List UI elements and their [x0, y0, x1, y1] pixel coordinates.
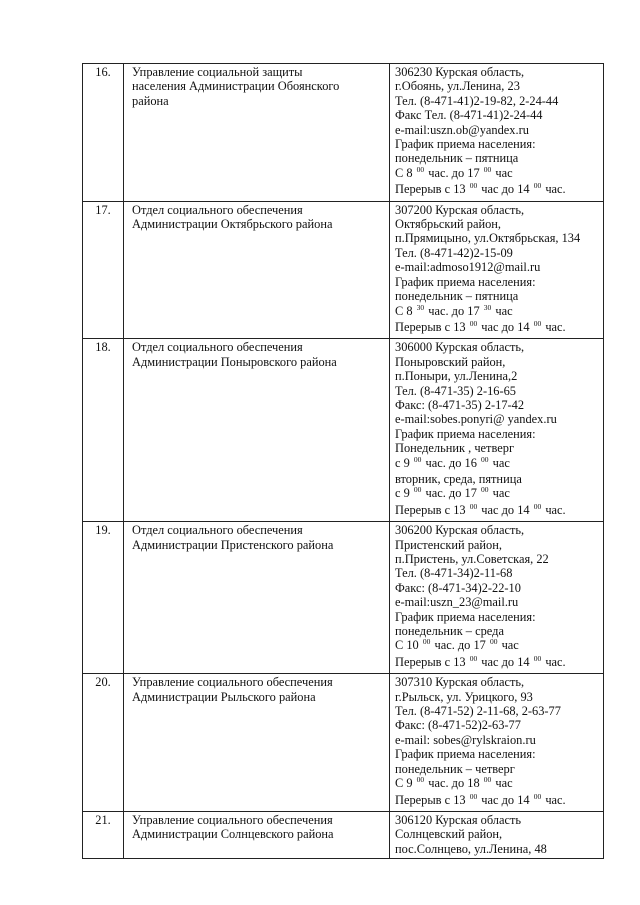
minutes-superscript: 00: [533, 791, 542, 801]
minutes-superscript: 00: [533, 181, 542, 191]
minutes-superscript: 00: [533, 653, 542, 663]
hours-text: час до 14: [478, 654, 533, 669]
department-name-line: Отдел социального обеспечения: [132, 202, 303, 217]
contact-line: 306230 Курская область,: [395, 65, 525, 79]
row-number: 17.: [83, 201, 124, 339]
hours-text: Перерыв с 13: [395, 182, 469, 197]
contact-line: Пристенский район,: [395, 537, 502, 552]
contact-line: пос.Солнцево, ул.Ленина, 48: [395, 841, 547, 856]
hours-text: час.: [542, 654, 566, 669]
schedule-hours-line: [395, 456, 601, 472]
hours-text: час. до 17: [425, 303, 483, 318]
department-name-line: Управление социального обеспечения: [132, 675, 333, 690]
contact-line: Тел. (8-471-41)2-19-82, 2-24-44: [395, 93, 559, 108]
contact-line: вторник, среда, пятница: [395, 471, 522, 486]
minutes-superscript: 30: [416, 302, 425, 312]
schedule-hours-line: [395, 304, 601, 320]
department-name-line: Администрации Пристенского района: [132, 537, 334, 552]
hours-text: час: [489, 486, 510, 501]
hours-text: час. до 18: [425, 776, 483, 791]
row-number: 16.: [83, 64, 124, 202]
department-name-line: Администрации Рыльского района: [132, 689, 316, 704]
department-name: [124, 811, 390, 858]
contact-line: Понедельник , четверг: [395, 441, 515, 456]
contact-line: п.Пристень, ул.Советская, 22: [395, 552, 549, 566]
contact-line: п.Поныри, ул.Ленина,2: [395, 369, 518, 384]
minutes-superscript: 00: [469, 791, 478, 801]
contact-details: [390, 674, 604, 812]
hours-text: Перерыв с 13: [395, 319, 469, 334]
contact-line: 307310 Курская область,: [395, 675, 525, 690]
contact-line: 306120 Курская область: [395, 812, 522, 827]
department-name: [124, 64, 390, 202]
contact-line: Октябрьский район,: [395, 217, 502, 232]
minutes-superscript: 00: [422, 637, 431, 647]
department-name-line: Администрации Солнцевского района: [132, 827, 334, 842]
contact-line: Факс: (8-471-52)2-63-77: [395, 718, 521, 733]
hours-text: час: [498, 638, 519, 653]
table-row: [83, 811, 604, 858]
schedule-hours-line: [395, 655, 601, 671]
contact-line: Тел. (8-471-35) 2-16-65: [395, 383, 516, 398]
department-name: [124, 674, 390, 812]
contact-line: г.Обоянь, ул.Ленина, 23: [395, 79, 520, 94]
department-name-line: Администрации Поныровского района: [132, 354, 337, 369]
contact-line: понедельник – пятница: [395, 151, 519, 166]
contact-line: e-mail:uszn_23@mail.ru: [395, 595, 519, 610]
contact-line: e-mail:uszn.ob@yandex.ru: [395, 122, 529, 137]
contact-line: График приема населения:: [395, 274, 536, 289]
contact-line: п.Прямицыно, ул.Октябрьская, 134: [395, 231, 581, 246]
hours-text: час: [492, 776, 513, 791]
contact-line: e-mail:sobes.ponyri@ yandex.ru: [395, 412, 557, 427]
table-row: [83, 201, 604, 339]
contact-line: Факс Тел. (8-471-41)2-24-44: [395, 108, 543, 123]
contact-line: понедельник – четверг: [395, 761, 515, 776]
hours-text: час.: [542, 319, 566, 334]
hours-text: Перерыв с 13: [395, 502, 469, 517]
contact-details: [390, 64, 604, 202]
hours-text: с 9: [395, 486, 413, 501]
department-name: [124, 339, 390, 522]
minutes-superscript: 00: [481, 454, 489, 464]
department-name: [124, 522, 390, 674]
minutes-superscript: 00: [533, 318, 542, 328]
minutes-superscript: 00: [469, 181, 478, 191]
hours-text: С 8: [395, 165, 416, 180]
contact-line: Солнцевский район,: [395, 827, 503, 842]
contact-details: [390, 339, 604, 522]
table-row: [83, 64, 604, 202]
department-name-line: Отдел социального обеспечения: [132, 340, 303, 355]
hours-text: час.: [542, 502, 566, 517]
minutes-superscript: 00: [413, 485, 422, 495]
contact-line: График приема населения:: [395, 426, 536, 441]
contact-line: График приема населения:: [395, 137, 536, 152]
contact-line: e-mail:admoso1912@mail.ru: [395, 260, 541, 275]
contact-line: 306000 Курская область,: [395, 340, 525, 355]
hours-text: час. до 16: [422, 455, 480, 470]
minutes-superscript: 00: [489, 637, 498, 647]
contact-details: [390, 201, 604, 339]
minutes-superscript: 00: [483, 164, 492, 174]
contact-line: Тел. (8-471-52) 2-11-68, 2-63-77: [395, 704, 561, 719]
schedule-hours-line: [395, 166, 601, 182]
contact-line: График приема населения:: [395, 747, 536, 762]
contact-line: e-mail: sobes@rylskraion.ru: [395, 732, 536, 747]
hours-text: час: [489, 455, 510, 470]
department-name: [124, 201, 390, 339]
minutes-superscript: 00: [413, 454, 422, 464]
hours-text: Перерыв с 13: [395, 792, 469, 807]
contact-line: понедельник – пятница: [395, 289, 519, 304]
department-name-line: Отдел социального обеспечения: [132, 523, 303, 538]
hours-text: С 10: [395, 638, 422, 653]
hours-text: С 8: [395, 303, 416, 318]
minutes-superscript: 00: [469, 653, 478, 663]
contact-details: [390, 522, 604, 674]
contact-line: Факс: (8-471-35) 2-17-42: [395, 397, 525, 412]
minutes-superscript: 00: [416, 775, 425, 785]
row-number: 20.: [83, 674, 124, 812]
minutes-superscript: 00: [483, 775, 492, 785]
contact-line: Факс: (8-471-34)2-22-10: [395, 580, 521, 595]
hours-text: час до 14: [478, 182, 533, 197]
contact-line: понедельник – среда: [395, 624, 504, 639]
department-name-line: населения Администрации Обоянского: [132, 79, 340, 94]
contact-line: г.Рыльск, ул. Урицкого, 93: [395, 689, 533, 704]
department-name-line: Управление социального обеспечения: [132, 812, 333, 827]
department-name-line: Администрации Октябрьского района: [132, 217, 333, 232]
minutes-superscript: 00: [533, 501, 542, 511]
hours-text: час. до 17: [422, 486, 480, 501]
minutes-superscript: 00: [481, 485, 489, 495]
schedule-hours-line: [395, 638, 601, 654]
row-number: 21.: [83, 811, 124, 858]
contact-details: [390, 811, 604, 858]
hours-text: час до 14: [478, 502, 533, 517]
schedule-hours-line: [395, 776, 601, 792]
table-row: [83, 674, 604, 812]
hours-text: Перерыв с 13: [395, 654, 469, 669]
schedule-hours-line: [395, 182, 601, 198]
row-number: 18.: [83, 339, 124, 522]
contact-line: Тел. (8-471-42)2-15-09: [395, 245, 513, 260]
table-row: [83, 522, 604, 674]
department-name-line: района: [132, 93, 169, 108]
minutes-superscript: 00: [416, 164, 425, 174]
hours-text: час до 14: [478, 319, 533, 334]
hours-text: час.: [542, 182, 566, 197]
department-name-line: Управление социальной защиты: [132, 65, 303, 79]
contact-line: Тел. (8-471-34)2-11-68: [395, 566, 513, 581]
contact-line: 306200 Курская область,: [395, 523, 525, 538]
minutes-superscript: 30: [483, 302, 492, 312]
contact-line: Поныровский район,: [395, 354, 506, 369]
hours-text: час. до 17: [431, 638, 489, 653]
hours-text: час: [492, 303, 513, 318]
minutes-superscript: 00: [469, 501, 478, 511]
hours-text: с 9: [395, 455, 413, 470]
hours-text: час: [492, 165, 513, 180]
schedule-hours-line: [395, 320, 601, 336]
contact-line: 307200 Курская область,: [395, 202, 525, 217]
contact-line: График приема населения:: [395, 609, 536, 624]
minutes-superscript: 00: [469, 318, 478, 328]
departments-table: [82, 63, 604, 859]
hours-text: час.: [542, 792, 566, 807]
table-row: [83, 339, 604, 522]
row-number: 19.: [83, 522, 124, 674]
schedule-hours-line: [395, 503, 601, 519]
hours-text: час до 14: [478, 792, 533, 807]
schedule-hours-line: [395, 793, 601, 809]
departments-table-body: [83, 64, 604, 859]
hours-text: час. до 17: [425, 165, 483, 180]
hours-text: С 9: [395, 776, 416, 791]
schedule-hours-line: [395, 486, 601, 502]
